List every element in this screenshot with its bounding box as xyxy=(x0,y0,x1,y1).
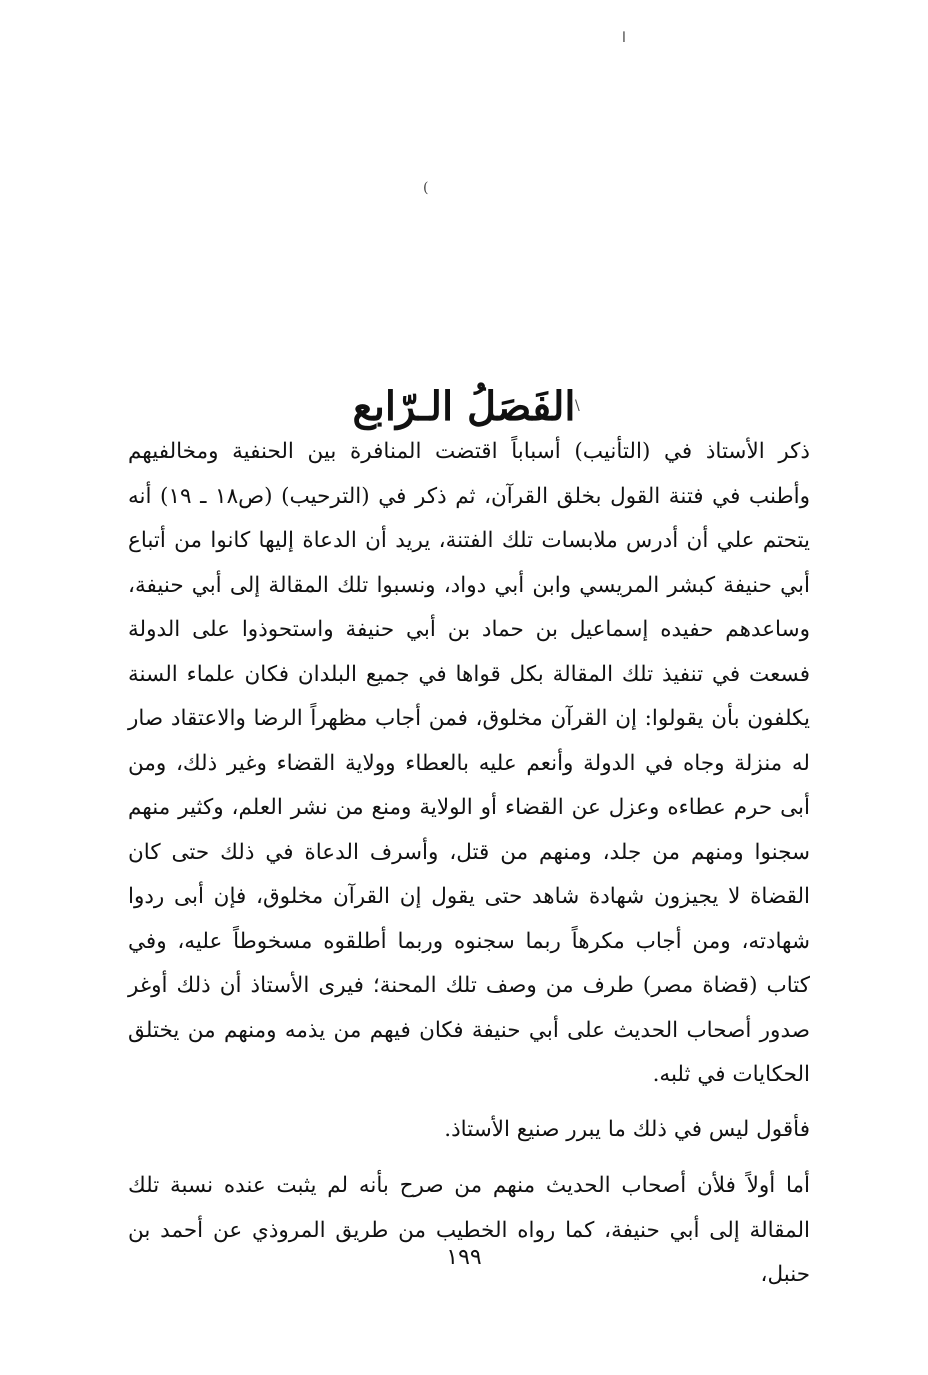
stray-mark-top: ا xyxy=(622,30,626,46)
paragraph-1: ذكر الأستاذ في (التأنيب) أسباباً اقتضت المنافرة بين الحنفية ومخالفيهم وأطنب في فتنة القول بخلق القرآن، ثم ذكر في (الترحيب) (ص١٨ ـ ١٩) أنه يتحتم علي أن أدرس ملابسات تلك الفتنة، يريد أن الدعاة إليها كانوا من أتباع أبي حنيفة كبشر المريسي وابن أبي دواد، ونسبوا تلك المقالة إلى أبي حنيفة، وساعدهم حفيده إسماعيل بن حماد بن أبي حنيفة واستحوذوا على الدولة فسعت في تنفيذ تلك المقالة بكل قواها في جميع البلدان فكان علماء السنة يكلفون بأن يقولوا: إن القرآن مخلوق، فمن أجاب مظهراً الرضا والاعتقاد صار له منزلة وجاه في الدولة وأنعم عليه بالعطاء وولاية القضاء وغير ذلك، ومن أبى حرم عطاءه وعزل عن القضاء أو الولاية ومنع من نشر العلم، وكثير منهم سجنوا ومنهم من جلد، ومنهم من قتل، وأسرف الدعاة في ذلك حتى كان القضاة لا يجيزون شهادة شاهد حتى يقول إن القرآن مخلوق، فإن أبى ردوا شهادته، ومن أجاب مكرهاً ربما سجنوه وربما أطلقوه مسخوطاً عليه، وفي كتاب (قضاة مصر) طرف من وصف تلك المحنة؛ فيرى الأستاذ أن ذلك أوغر صدور أصحاب الحديث على أبي حنيفة فكان فيهم من يذمه ومنهم من يختلق الحكايات في ثلبه. xyxy=(128,439,810,1087)
paragraph-2: فأقول ليس في ذلك ما يبرر صنيع الأستاذ. xyxy=(444,1116,810,1142)
body-text xyxy=(128,430,810,1298)
stray-mark-upper: ( xyxy=(423,180,429,196)
chapter-title: الفَصَلُ الـرّابع xyxy=(352,382,576,430)
page-number: ١٩٩ xyxy=(446,1245,482,1270)
stray-mark-under-title: \ xyxy=(575,398,580,414)
paragraph-3: أما أولاً فلأن أصحاب الحديث منهم من صرح بأنه لم يثبت عنده نسبة تلك المقالة إلى أبي حنيفة، كما رواه الخطيب من طريق المروذي عن أحمد بن حنبل، xyxy=(128,1173,810,1287)
